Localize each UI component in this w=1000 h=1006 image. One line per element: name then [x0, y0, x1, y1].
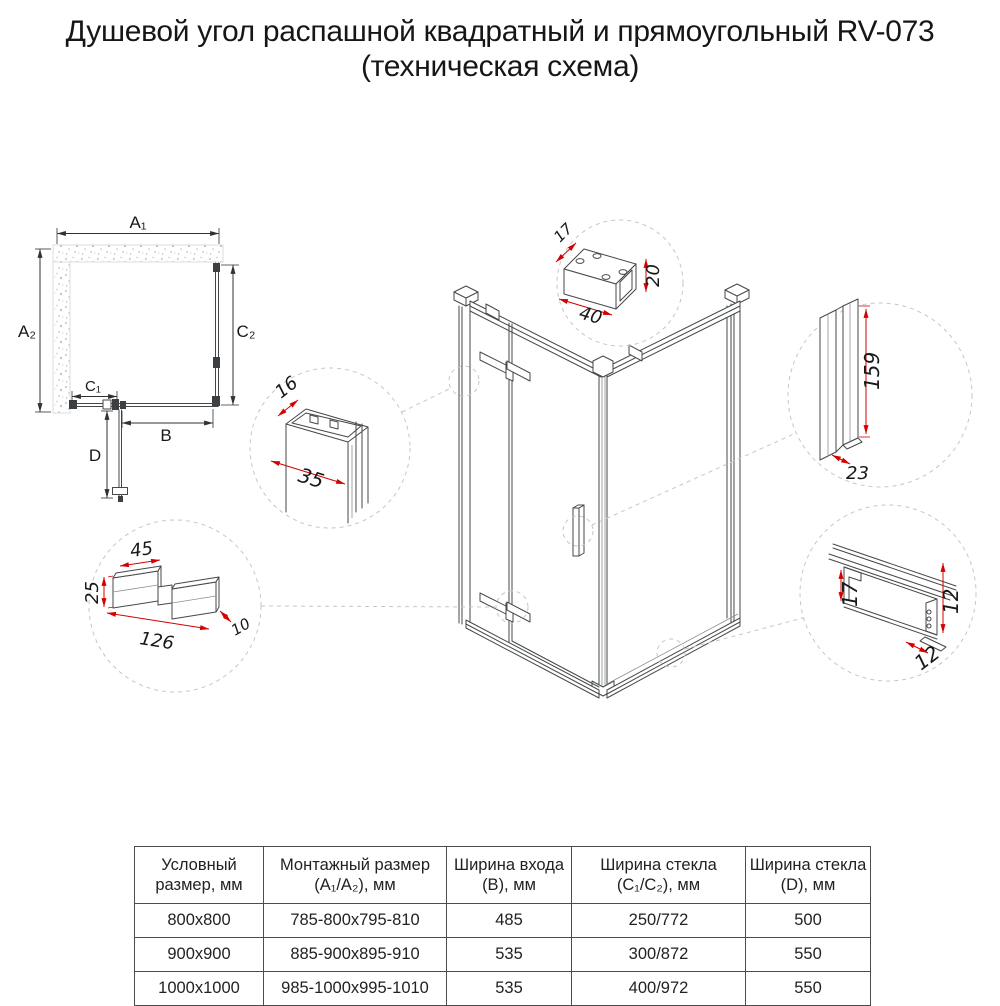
table-cell: 485: [447, 904, 572, 938]
dim-hinge-length: 126: [138, 628, 176, 655]
table-cell: 800x800: [135, 904, 264, 938]
dim-rail-height: 12: [939, 588, 963, 614]
plan-wall-left: [53, 262, 70, 413]
detail-bottom-rail: [800, 505, 976, 681]
table-cell: 400/972: [572, 972, 746, 1006]
dim-bracket-depth: 17: [550, 219, 577, 246]
dim-rail-depth: 12: [909, 640, 945, 675]
table-cell: 550: [746, 972, 871, 1006]
dim-label-a2: A₂: [18, 322, 36, 341]
dim-label-c1: C₁: [85, 378, 101, 395]
dim-handle-height: 159: [860, 351, 884, 390]
dim-bracket-length: 40: [576, 302, 605, 330]
dim-rail-inner-height: 17: [838, 581, 862, 607]
table-cell: 535: [447, 938, 572, 972]
dim-profile-width: 35: [295, 462, 327, 494]
table-row: [135, 904, 871, 938]
size-spec-table: [134, 846, 871, 1006]
table-cell: 500: [746, 904, 871, 938]
dim-hinge-plate-width: 45: [128, 537, 155, 562]
dim-label-a1: A₁: [129, 213, 147, 232]
header-nominal-size: Условный размер, мм: [135, 847, 264, 904]
header-glass-width-c: Ширина стекла (C₁/C₂), мм: [572, 847, 746, 904]
door-panel: [480, 323, 599, 687]
dim-bracket-height: 20: [643, 264, 664, 287]
right-wall-profile: [725, 284, 749, 623]
dim-handle-depth: 23: [846, 463, 869, 484]
title-line-1: Душевой угол распашной квадратный и прямоугольный RV-073: [65, 15, 935, 48]
corner-post: [592, 356, 614, 696]
title-line-2: (техническая схема): [360, 50, 640, 83]
detail-wall-profile: [250, 368, 410, 528]
dim-label-c2: C₂: [236, 322, 256, 341]
table-cell: 300/872: [572, 938, 746, 972]
table-cell: 550: [746, 938, 871, 972]
table-cell: 985-1000x995-1010: [264, 972, 447, 1006]
dim-label-b: B: [160, 426, 172, 445]
plan-door: [113, 410, 128, 502]
table-row: [135, 938, 871, 972]
dim-label-d: D: [88, 446, 102, 465]
dim-hinge-plate-height: 25: [82, 581, 103, 604]
detail-bracket: [550, 219, 683, 346]
table-cell: 250/772: [572, 904, 746, 938]
left-wall-profile: [454, 286, 478, 625]
header-entry-width: Ширина входа (B), мм: [447, 847, 572, 904]
bottom-rails: [466, 614, 740, 698]
detail-handle: [788, 299, 972, 487]
door-handle: [573, 505, 584, 556]
detail-hinge: [82, 520, 261, 692]
table-cell: 785-800x795-810: [264, 904, 447, 938]
plan-glass-bottom: [69, 399, 218, 410]
table-cell: 535: [447, 972, 572, 1006]
plan-wall-top: [53, 245, 223, 262]
plan-glass-right: [212, 263, 220, 406]
table-row: [135, 972, 871, 1006]
dim-profile-depth: 16: [271, 372, 303, 403]
plan-view: [18, 213, 255, 502]
header-glass-width-d: Ширина стекла (D), мм: [746, 847, 871, 904]
callout-leaders: [261, 366, 803, 667]
table-cell: 900x900: [135, 938, 264, 972]
isometric-view: [454, 284, 749, 698]
header-mounting-size: Монтажный размер (A₁/A₂), мм: [264, 847, 447, 904]
table-cell: 885-900x895-910: [264, 938, 447, 972]
table-cell: 1000x1000: [135, 972, 264, 1006]
dim-hinge-thickness: 10: [228, 614, 254, 640]
table-header-row: [135, 847, 871, 904]
